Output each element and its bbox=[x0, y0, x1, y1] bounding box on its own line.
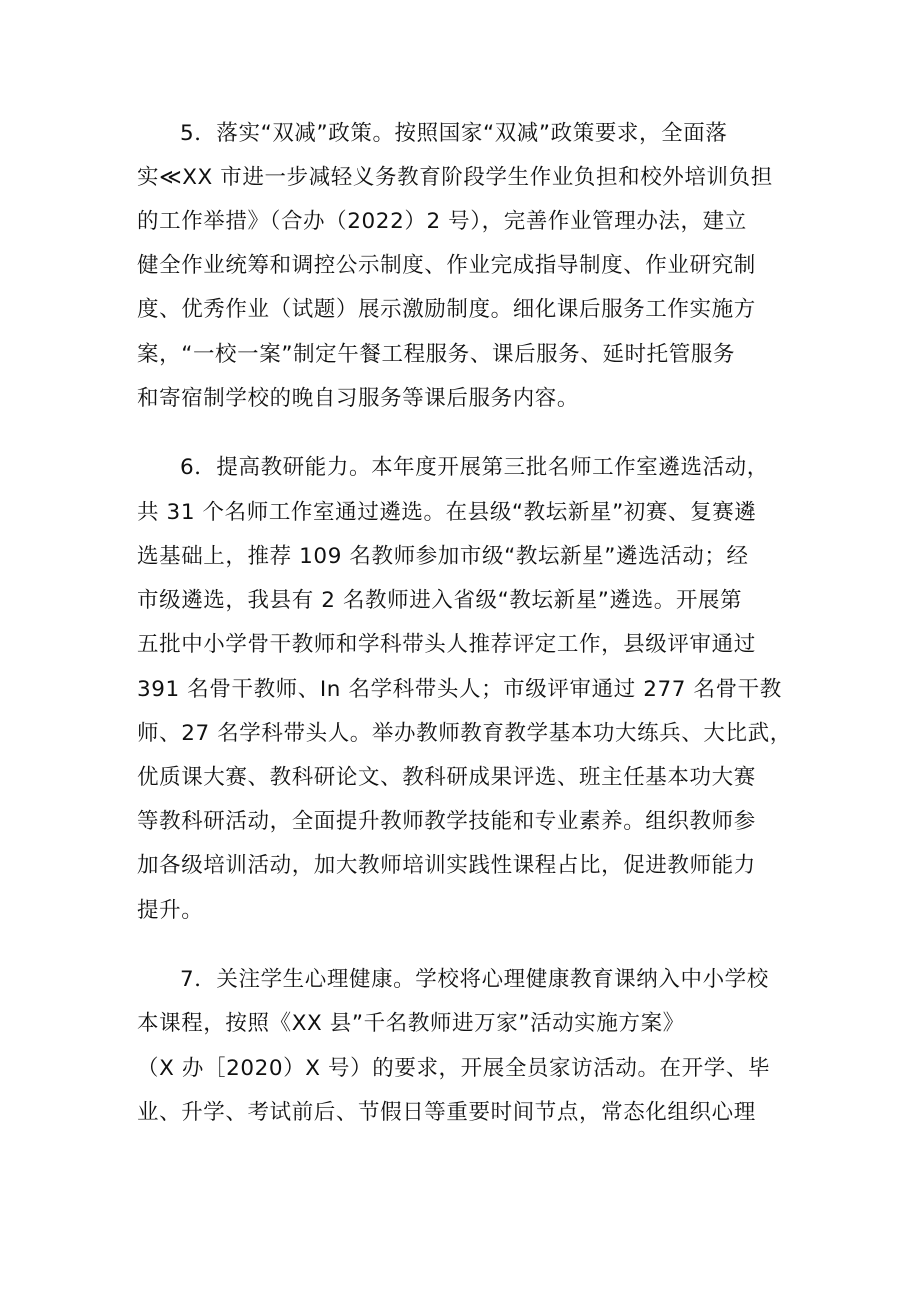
text-line: 的工作举措》（合办（2022）2 号），完善作业管理办法，建立 bbox=[137, 209, 747, 234]
text-line: 共 31 个名师工作室通过遴选。在县级“教坛新星”初赛、复赛遴 bbox=[137, 500, 757, 525]
text-line: （X 办［2020）X 号）的要求，开展全员家访活动。在开学、毕 bbox=[137, 1056, 771, 1081]
text-line: 业、升学、考试前后、节假日等重要时间节点，常态化组织心理 bbox=[137, 1100, 756, 1125]
text-line: 案，“一校一案”制定午餐工程服务、课后服务、延时托管服务 bbox=[137, 342, 736, 367]
text-line: 5．落实“双减”政策。按照国家“双减”政策要求，全面落 bbox=[180, 121, 728, 146]
text-line: 度、优秀作业（试题）展示激励制度。细化课后服务工作实施方 bbox=[137, 297, 756, 322]
text-line: 等教科研活动，全面提升教师教学技能和专业素养。组织教师参 bbox=[137, 809, 756, 834]
text-line: 7．关注学生心理健康。学校将心理健康教育课纳入中小学校 bbox=[180, 967, 769, 992]
text-line: 选基础上，推荐 109 名教师参加市级“教坛新星”遴选活动；经 bbox=[137, 544, 749, 569]
text-line: 加各级培训活动，加大教师培训实践性课程占比，促进教师能力 bbox=[137, 853, 756, 878]
text-line: 6．提高教研能力。本年度开展第三批名师工作室遴选活动， bbox=[180, 455, 769, 480]
text-line: 391 名骨干教师、In 名学科带头人；市级评审通过 277 名骨干教 bbox=[137, 677, 782, 702]
text-line: 提升。 bbox=[137, 898, 204, 923]
text-line: 优质课大赛、教科研论文、教科研成果评选、班主任基本功大赛 bbox=[137, 765, 756, 790]
text-line: 五批中小学骨干教师和学科带头人推荐评定工作，县级评审通过 bbox=[137, 632, 756, 657]
text-line: 师、27 名学科带头人。举办教师教育教学基本功大练兵、大比武， bbox=[137, 721, 792, 746]
text-line: 健全作业统筹和调控公示制度、作业完成指导制度、作业研究制 bbox=[137, 253, 756, 278]
text-line: 和寄宿制学校的晚自习服务等课后服务内容。 bbox=[137, 386, 580, 411]
text-line: 实≪XX 市进一步减轻义务教育阶段学生作业负担和校外培训负担 bbox=[137, 165, 773, 190]
text-line: 市级遴选，我县有 2 名教师进入省级“教坛新星”遴选。开展第 bbox=[137, 588, 743, 613]
text-line: 本课程，按照《XX 县”千名教师进万家”活动实施方案》 bbox=[137, 1011, 685, 1036]
